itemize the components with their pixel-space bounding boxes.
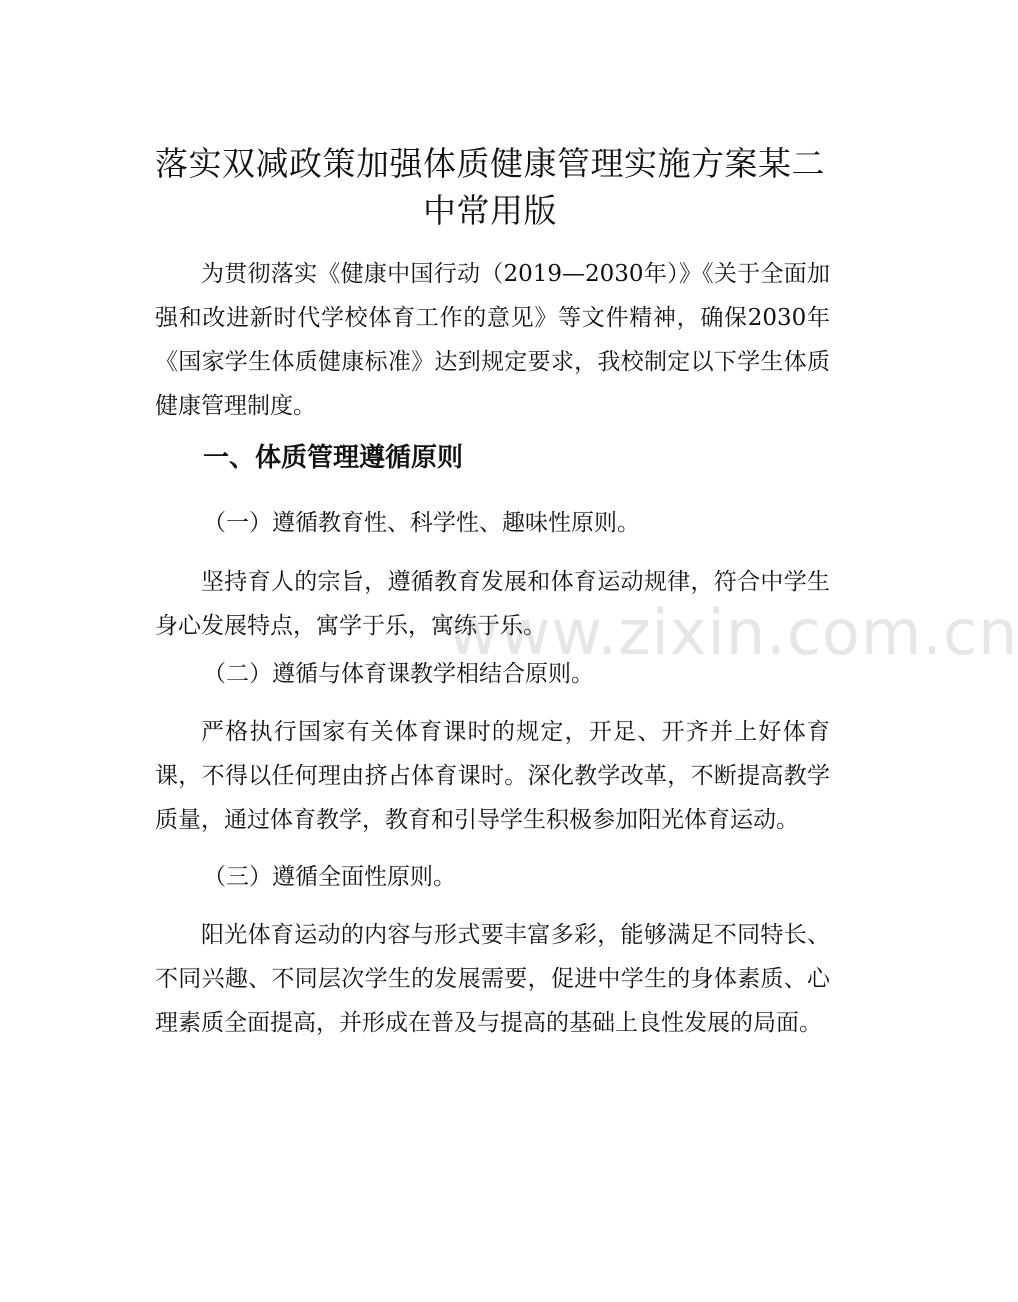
subsection-3-heading: （三）遵循全面性原则。 (203, 864, 456, 890)
section-1-heading: 一、体质管理遵循原则 (203, 443, 464, 473)
subsection-3-body: 阳光体育运动的内容与形式要丰富多彩，能够满足不同特长、不同兴趣、不同层次学生的发展需要，促进中学生的身体素质、心理素质全面提高，并形成在普及与提高的基础上良性发展的局面。 (155, 922, 830, 1036)
watermark: www.zixin.com.cn (448, 596, 1018, 669)
subsection-1-body: 坚持育人的宗旨，遵循教育发展和体育运动规律，符合中学生身心发展特点，寓学于乐，寓练于乐。 (155, 569, 830, 639)
subsection-2-body: 严格执行国家有关体育课时的规定，开足、开齐并上好体育课，不得以任何理由挤占体育课时。深化教学改革，不断提高教学质量，通过体育教学，教育和引导学生积极参加阳光体育运动。 (155, 719, 830, 833)
subsection-2-heading: （二）遵循与体育课教学相结合原则。 (203, 661, 594, 687)
intro-paragraph: 为贯彻落实《健康中国行动（2019—2030年）》《关于全面加强和改进新时代学校体育工作的意见》等文件精神，确保2030年《国家学生体质健康标准》达到规定要求，我校制定以下学生体质健康管理制度。 (155, 261, 830, 419)
subsection-1-heading: （一）遵循教育性、科学性、趣味性原则。 (203, 510, 640, 536)
document-title: 落实双减政策加强体质健康管理实施方案某二中常用版 (155, 144, 825, 230)
